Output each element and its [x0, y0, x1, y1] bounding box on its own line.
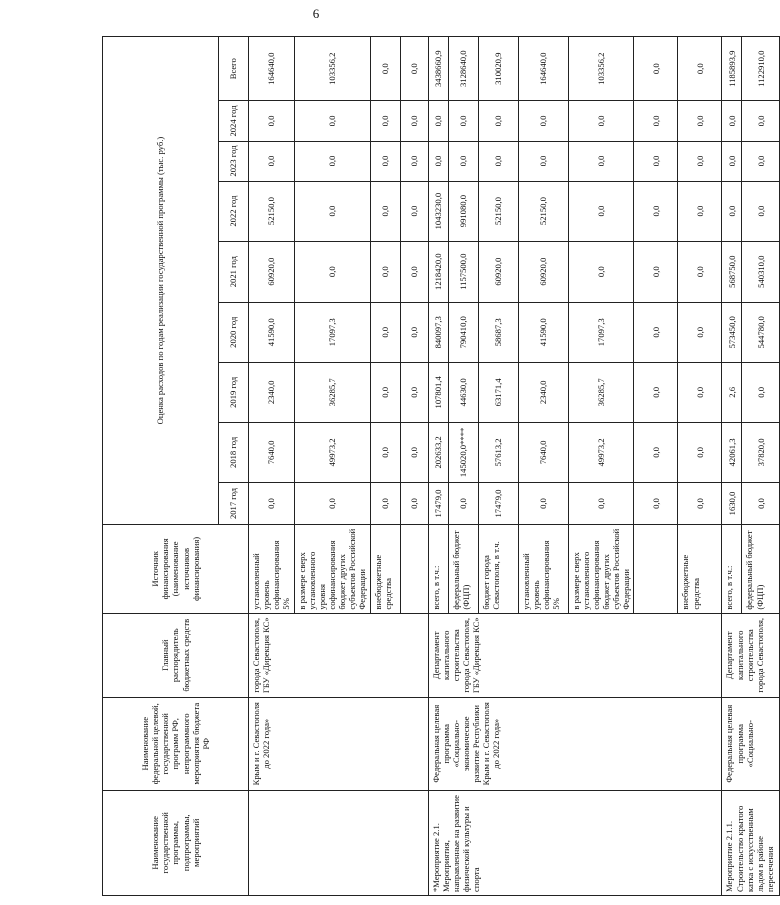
block3-manager-cell: Департамент капитального строительства города Севастополя, — [722, 613, 780, 697]
header-year-2021: 2021 год — [219, 241, 249, 302]
value-cell: 49973,2 — [568, 422, 634, 482]
rotated-table-wrapper — [102, 36, 775, 896]
header-program-name: Наименование государственной программы, подпрограммы, мероприятий — [103, 790, 249, 895]
block3-federal-cell: Федеральная целевая программа «Социально- — [722, 697, 780, 790]
value-cell: 0,0 — [400, 37, 428, 101]
header-estimate-title: Оценка расходов по годам реализации государственной программы (тыс. руб.) — [103, 37, 219, 525]
value-cell: 0,0 — [634, 482, 678, 524]
value-cell: 0,0 — [678, 37, 722, 101]
value-cell: 0,0 — [742, 101, 780, 141]
value-cell: 2340,0 — [249, 362, 295, 422]
value-cell: 310020,9 — [478, 37, 518, 101]
value-cell: 0,0 — [722, 101, 742, 141]
value-cell: 36285,7 — [568, 362, 634, 422]
value-cell: 0,0 — [428, 141, 448, 181]
value-cell: 0,0 — [634, 37, 678, 101]
value-cell: 0,0 — [478, 101, 518, 141]
value-cell: 3128640,0 — [448, 37, 478, 101]
value-cell: 44630,0 — [448, 362, 478, 422]
value-cell: 63171,4 — [478, 362, 518, 422]
value-cell: 991080,0 — [448, 181, 478, 241]
value-cell: 1122910,0 — [742, 37, 780, 101]
rotated-table-frame — [102, 36, 775, 896]
value-cell: 544780,0 — [742, 302, 780, 362]
page-number: 6 — [312, 6, 320, 21]
value-cell: 0,0 — [294, 241, 370, 302]
value-cell: 0,0 — [568, 141, 634, 181]
header-year-2017: 2017 год — [219, 482, 249, 524]
block3-name-cell: Мероприятие 2.1.1. Строительство крытого катка с искусственным льдом в районе пересечения — [722, 790, 780, 895]
value-cell: 7640,0 — [518, 422, 568, 482]
header-year-2019: 2019 год — [219, 362, 249, 422]
source-cell: установленный уровень софинансирования 5% — [249, 525, 295, 614]
value-cell: 0,0 — [400, 302, 428, 362]
value-cell: 0,0 — [249, 101, 295, 141]
value-cell: 17479,0 — [478, 482, 518, 524]
value-cell: 60920,0 — [249, 241, 295, 302]
value-cell: 107801,4 — [428, 362, 448, 422]
value-cell: 0,0 — [518, 141, 568, 181]
source-cell: внебюджетные средства — [370, 525, 400, 614]
value-cell: 41590,0 — [249, 302, 295, 362]
value-cell: 0,0 — [400, 141, 428, 181]
block2-federal-cell: Федеральная целевая программа «Социально-экономическое развитие Республики Крым и г. Севастополя до 2022 года» — [428, 697, 722, 790]
value-cell: 145020,0**** — [448, 422, 478, 482]
value-cell: 57613,2 — [478, 422, 518, 482]
value-cell: 7640,0 — [249, 422, 295, 482]
value-cell: 0,0 — [678, 101, 722, 141]
value-cell: 0,0 — [678, 422, 722, 482]
value-cell: 0,0 — [634, 362, 678, 422]
table-row — [249, 37, 295, 896]
value-cell: 1185893,9 — [722, 37, 742, 101]
value-cell: 60920,0 — [518, 241, 568, 302]
value-cell: 3438660,9 — [428, 37, 448, 101]
value-cell: 0,0 — [370, 362, 400, 422]
value-cell: 49973,2 — [294, 422, 370, 482]
value-cell: 1043230,0 — [428, 181, 448, 241]
value-cell: 1157500,0 — [448, 241, 478, 302]
value-cell: 0,0 — [568, 181, 634, 241]
source-cell: установленный уровень софинансирования 5% — [518, 525, 568, 614]
source-cell: федеральный бюджет (ФЦП) — [742, 525, 780, 614]
value-cell: 41590,0 — [518, 302, 568, 362]
header-budget-manager: Главный распорядитель бюджетных средств — [103, 613, 249, 697]
source-cell — [634, 525, 678, 614]
value-cell: 0,0 — [294, 482, 370, 524]
value-cell: 42061,3 — [722, 422, 742, 482]
value-cell: 540310,0 — [742, 241, 780, 302]
value-cell: 0,0 — [370, 101, 400, 141]
block2-manager-cell: Департамент капитального строительства города Севастополя, ГБУ «Дирекция КС» — [428, 613, 722, 697]
source-cell: федеральный бюджет (ФЦП) — [448, 525, 478, 614]
value-cell: 0,0 — [678, 181, 722, 241]
value-cell: 0,0 — [678, 302, 722, 362]
value-cell: 0,0 — [678, 141, 722, 181]
value-cell: 17479,0 — [428, 482, 448, 524]
value-cell: 0,0 — [678, 241, 722, 302]
value-cell: 0,0 — [400, 482, 428, 524]
value-cell: 60920,0 — [478, 241, 518, 302]
header-year-2023: 2023 год — [219, 141, 249, 181]
value-cell: 0,0 — [518, 482, 568, 524]
source-cell: в размере сверх установленного уровня софинансирования бюджет других субъектов Российской Федерации — [294, 525, 370, 614]
value-cell: 0,0 — [722, 181, 742, 241]
value-cell: 202633,2 — [428, 422, 448, 482]
value-cell: 2340,0 — [518, 362, 568, 422]
value-cell: 0,0 — [568, 101, 634, 141]
value-cell: 164640,0 — [518, 37, 568, 101]
value-cell: 1218420,0 — [428, 241, 448, 302]
value-cell: 0,0 — [634, 141, 678, 181]
value-cell: 0,0 — [518, 101, 568, 141]
value-cell: 17097,3 — [294, 302, 370, 362]
value-cell: 1630,0 — [722, 482, 742, 524]
value-cell: 0,0 — [722, 141, 742, 181]
value-cell: 0,0 — [400, 241, 428, 302]
value-cell: 0,0 — [370, 482, 400, 524]
header-total: Всего — [219, 37, 249, 101]
header-financing-source: Источник финансирования (наименование источников финансирования) — [103, 525, 249, 614]
value-cell: 0,0 — [634, 181, 678, 241]
block1-name-cell — [249, 790, 429, 895]
source-cell: бюджет города Севастополя, в т.ч. — [478, 525, 518, 614]
value-cell: 0,0 — [742, 181, 780, 241]
table-row — [722, 37, 742, 896]
value-cell: 0,0 — [400, 362, 428, 422]
value-cell: 0,0 — [370, 37, 400, 101]
block2-name-cell: *Мероприятие 2.1. Мероприятия, направленные на развитие физической культуры и спорта — [428, 790, 722, 895]
value-cell: 0,0 — [370, 141, 400, 181]
value-cell: 37820,0 — [742, 422, 780, 482]
header-federal-program: Наименование федеральной целевой, государственной программ РФ, непрограммного мероприятия бюджета РФ — [103, 697, 249, 790]
value-cell: 0,0 — [448, 101, 478, 141]
value-cell: 0,0 — [742, 362, 780, 422]
source-cell: внебюджетные средства — [678, 525, 722, 614]
value-cell: 0,0 — [568, 482, 634, 524]
value-cell: 2,6 — [722, 362, 742, 422]
header-year-2022: 2022 год — [219, 181, 249, 241]
value-cell: 52150,0 — [478, 181, 518, 241]
value-cell: 0,0 — [370, 302, 400, 362]
value-cell: 0,0 — [400, 422, 428, 482]
value-cell: 103356,2 — [568, 37, 634, 101]
source-cell: всего, в т.ч.: — [722, 525, 742, 614]
value-cell: 52150,0 — [249, 181, 295, 241]
source-cell: в размере сверх установленного софинансирования бюджет других субъектов Российской Федерации — [568, 525, 634, 614]
header-year-2024: 2024 год — [219, 101, 249, 141]
value-cell: 0,0 — [370, 241, 400, 302]
value-cell: 103356,2 — [294, 37, 370, 101]
value-cell: 36285,7 — [294, 362, 370, 422]
value-cell: 790410,0 — [448, 302, 478, 362]
expenditure-table — [102, 36, 780, 896]
header-year-2020: 2020 год — [219, 302, 249, 362]
value-cell: 0,0 — [294, 101, 370, 141]
value-cell: 0,0 — [742, 141, 780, 181]
value-cell: 0,0 — [678, 362, 722, 422]
header-year-2018: 2018 год — [219, 422, 249, 482]
value-cell: 0,0 — [634, 241, 678, 302]
value-cell: 0,0 — [678, 482, 722, 524]
source-cell: всего, в т.ч.: — [428, 525, 448, 614]
value-cell: 0,0 — [634, 302, 678, 362]
value-cell: 164640,0 — [249, 37, 295, 101]
value-cell: 0,0 — [294, 181, 370, 241]
value-cell: 58687,3 — [478, 302, 518, 362]
value-cell: 0,0 — [478, 141, 518, 181]
block1-federal-cell: Крым и г. Севастополя до 2022 года» — [249, 697, 429, 790]
value-cell: 0,0 — [568, 241, 634, 302]
value-cell: 840097,3 — [428, 302, 448, 362]
value-cell: 17097,3 — [568, 302, 634, 362]
table-row — [428, 37, 448, 896]
value-cell: 0,0 — [370, 181, 400, 241]
value-cell: 0,0 — [634, 422, 678, 482]
value-cell: 0,0 — [249, 141, 295, 181]
value-cell: 0,0 — [249, 482, 295, 524]
value-cell: 0,0 — [448, 482, 478, 524]
value-cell: 573450,0 — [722, 302, 742, 362]
source-cell — [400, 525, 428, 614]
value-cell: 0,0 — [428, 101, 448, 141]
value-cell: 0,0 — [400, 101, 428, 141]
value-cell: 0,0 — [370, 422, 400, 482]
block1-manager-cell: города Севастополя, ГБУ «Дирекция КС» — [249, 613, 429, 697]
value-cell: 0,0 — [448, 141, 478, 181]
value-cell: 568750,0 — [722, 241, 742, 302]
value-cell: 0,0 — [400, 181, 428, 241]
value-cell: 0,0 — [294, 141, 370, 181]
value-cell: 0,0 — [742, 482, 780, 524]
value-cell: 0,0 — [634, 101, 678, 141]
value-cell: 52150,0 — [518, 181, 568, 241]
